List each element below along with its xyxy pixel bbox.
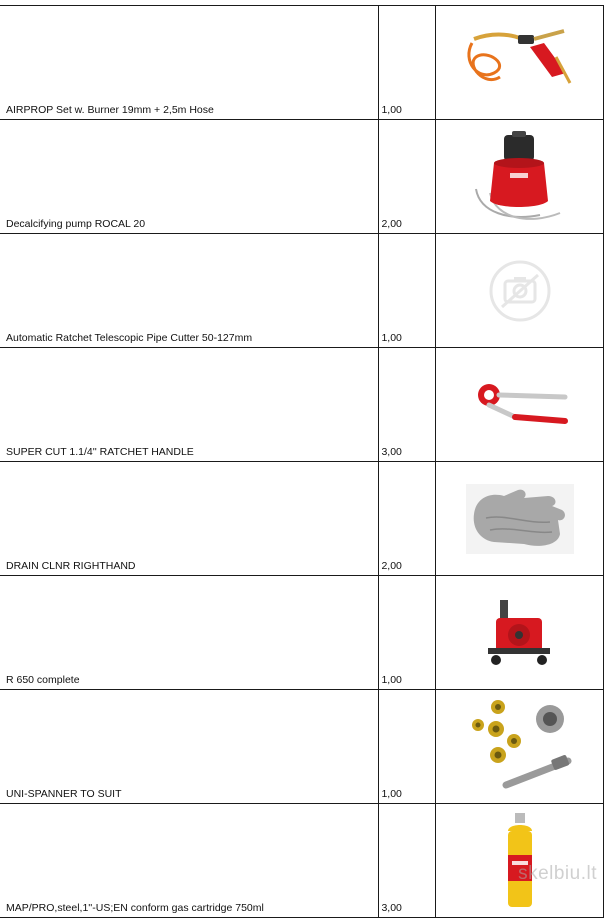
product-quantity: 1,00	[379, 690, 436, 804]
product-image-cell	[436, 234, 604, 348]
product-image-cell	[436, 576, 604, 690]
watermark: skelbiu.lt	[518, 863, 597, 884]
product-quantity: 1,00	[379, 234, 436, 348]
table-row	[0, 690, 604, 804]
table-row	[0, 804, 604, 918]
ratchet-handle-image	[465, 381, 575, 429]
table-row	[0, 234, 604, 348]
decalcifying-pump-image	[470, 129, 570, 225]
product-quantity: 1,00	[379, 6, 436, 120]
product-quantity: 2,00	[379, 462, 436, 576]
product-image-cell	[436, 6, 604, 120]
product-image-cell	[436, 690, 604, 804]
product-quantity: 2,00	[379, 120, 436, 234]
product-table	[0, 5, 604, 918]
product-name: MAP/PRO,steel,1''-US;EN conform gas cartridge 750ml	[0, 804, 379, 918]
product-name: Automatic Ratchet Telescopic Pipe Cutter 50-127mm	[0, 234, 379, 348]
product-image-cell	[436, 804, 604, 918]
product-quantity: 3,00	[379, 804, 436, 918]
product-name: DRAIN CLNR RIGHTHAND	[0, 462, 379, 576]
product-image-cell	[436, 120, 604, 234]
gas-cartridge-image	[500, 811, 540, 911]
table-row	[0, 576, 604, 690]
product-quantity: 3,00	[379, 348, 436, 462]
glove-image	[466, 484, 574, 554]
product-name: UNI-SPANNER TO SUIT	[0, 690, 379, 804]
product-quantity: 1,00	[379, 576, 436, 690]
product-name: Decalcifying pump ROCAL 20	[0, 120, 379, 234]
no-photo-placeholder-icon	[488, 259, 552, 323]
table-row	[0, 462, 604, 576]
table-row	[0, 348, 604, 462]
product-image-cell	[436, 462, 604, 576]
product-name: AIRPROP Set w. Burner 19mm + 2,5m Hose	[0, 6, 379, 120]
gas-burner-set-image	[460, 27, 580, 99]
product-name: SUPER CUT 1.1/4'' RATCHET HANDLE	[0, 348, 379, 462]
product-name: R 650 complete	[0, 576, 379, 690]
spanner-fittings-image	[464, 699, 576, 795]
table-row	[0, 6, 604, 120]
product-image-cell	[436, 348, 604, 462]
table-row	[0, 120, 604, 234]
drain-cleaner-machine-image	[482, 598, 558, 668]
